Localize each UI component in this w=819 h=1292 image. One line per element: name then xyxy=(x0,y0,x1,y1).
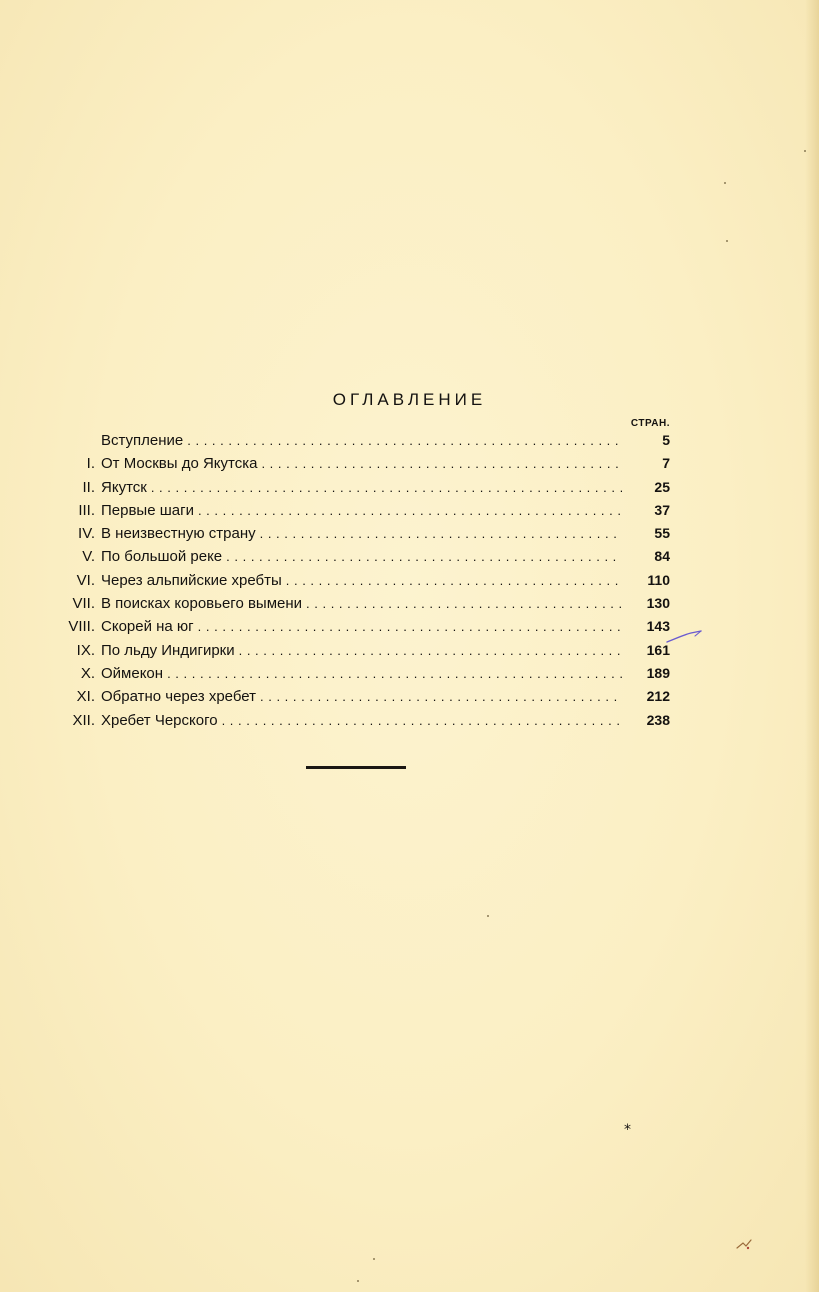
page-column-header: СТРАН. xyxy=(630,418,670,429)
dot-leader xyxy=(167,666,622,681)
page-number: 189 xyxy=(646,664,670,681)
toc-list xyxy=(40,432,670,735)
chapter-title: Обратно через хребет xyxy=(101,688,256,706)
paper-speck xyxy=(726,240,728,242)
chapter-title: По льду Индигирки xyxy=(101,641,235,659)
paper-speck xyxy=(724,182,726,184)
dot-leader xyxy=(239,643,622,658)
page-number: 55 xyxy=(654,525,670,542)
chapter-title: Якутск xyxy=(101,478,147,496)
toc-entry-chapter-11[interactable] xyxy=(40,688,670,711)
chapter-title: По большой реке xyxy=(101,548,223,566)
dot-leader xyxy=(306,596,622,611)
paper-speck xyxy=(357,1280,359,1282)
chapter-title: Оймекон xyxy=(101,664,164,682)
toc-heading: ОГЛАВЛЕНИЕ xyxy=(332,390,487,409)
chapter-title: Скорей на юг xyxy=(101,618,194,636)
chapter-number: X. xyxy=(80,664,95,682)
chapter-number: IX. xyxy=(76,641,95,659)
page-number: 7 xyxy=(662,455,670,472)
chapter-title: Хребет Черского xyxy=(101,711,218,729)
dot-leader xyxy=(226,549,622,564)
chapter-number: VIII. xyxy=(68,618,95,636)
toc-entry-introduction[interactable] xyxy=(40,432,670,455)
chapter-title: Вступление xyxy=(101,432,184,449)
toc-entry-chapter-1[interactable] xyxy=(40,455,670,478)
dot-leader xyxy=(222,713,622,728)
dot-leader xyxy=(151,480,622,495)
toc-entry-chapter-12[interactable] xyxy=(40,712,670,735)
chapter-number: XI. xyxy=(76,688,95,706)
toc-entry-chapter-5[interactable] xyxy=(40,548,670,571)
dot-leader xyxy=(286,573,622,588)
chapter-title: В поисках коровьего вымени xyxy=(101,595,303,613)
chapter-number: II. xyxy=(82,478,95,496)
dot-leader xyxy=(260,689,622,704)
page-number: 212 xyxy=(646,688,670,705)
dot-leader xyxy=(198,503,622,518)
toc-entry-chapter-4[interactable] xyxy=(40,525,670,548)
chapter-number: V. xyxy=(82,548,95,566)
page-number: 5 xyxy=(662,432,670,448)
toc-entry-chapter-2[interactable] xyxy=(40,479,670,502)
page-number: 238 xyxy=(646,711,670,728)
dot-leader xyxy=(187,433,622,448)
chapter-title: От Москвы до Якутска xyxy=(101,455,258,473)
page-number: 84 xyxy=(654,548,670,565)
toc-entry-chapter-7[interactable] xyxy=(40,595,670,618)
paper-speck xyxy=(804,150,806,152)
chapter-number: I. xyxy=(86,455,95,473)
closing-rule xyxy=(306,766,406,769)
paper-speck xyxy=(487,915,489,917)
chapter-title: Через альпийские хребты xyxy=(101,571,282,589)
footnote-asterisk: * xyxy=(624,1122,631,1138)
toc-entry-chapter-10[interactable] xyxy=(40,665,670,688)
pen-tick-mark xyxy=(665,630,705,644)
chapter-number: IV. xyxy=(78,525,95,543)
dot-leader xyxy=(198,619,622,634)
chapter-number: VI. xyxy=(76,571,95,589)
chapter-number: XII. xyxy=(72,711,95,729)
corner-ink-smudge xyxy=(734,1236,754,1252)
paper-speck xyxy=(373,1258,375,1260)
page-number: 143 xyxy=(646,618,670,635)
dot-leader xyxy=(260,526,622,541)
chapter-number: III. xyxy=(78,501,95,519)
chapter-number: VII. xyxy=(72,595,95,613)
page-number: 110 xyxy=(647,571,670,588)
chapter-title: В неизвестную страну xyxy=(101,525,256,543)
page-edge-shadow xyxy=(805,0,819,1292)
chapter-title: Первые шаги xyxy=(101,501,194,519)
page-number: 37 xyxy=(654,501,670,518)
toc-entry-chapter-6[interactable] xyxy=(40,572,670,595)
dot-leader xyxy=(261,456,622,471)
toc-entry-chapter-9[interactable] xyxy=(40,642,670,665)
toc-entry-chapter-8[interactable] xyxy=(40,618,670,641)
page-number: 25 xyxy=(654,478,670,495)
page-number: 161 xyxy=(646,641,670,658)
toc-entry-chapter-3[interactable] xyxy=(40,502,670,525)
page-number: 130 xyxy=(646,595,670,612)
